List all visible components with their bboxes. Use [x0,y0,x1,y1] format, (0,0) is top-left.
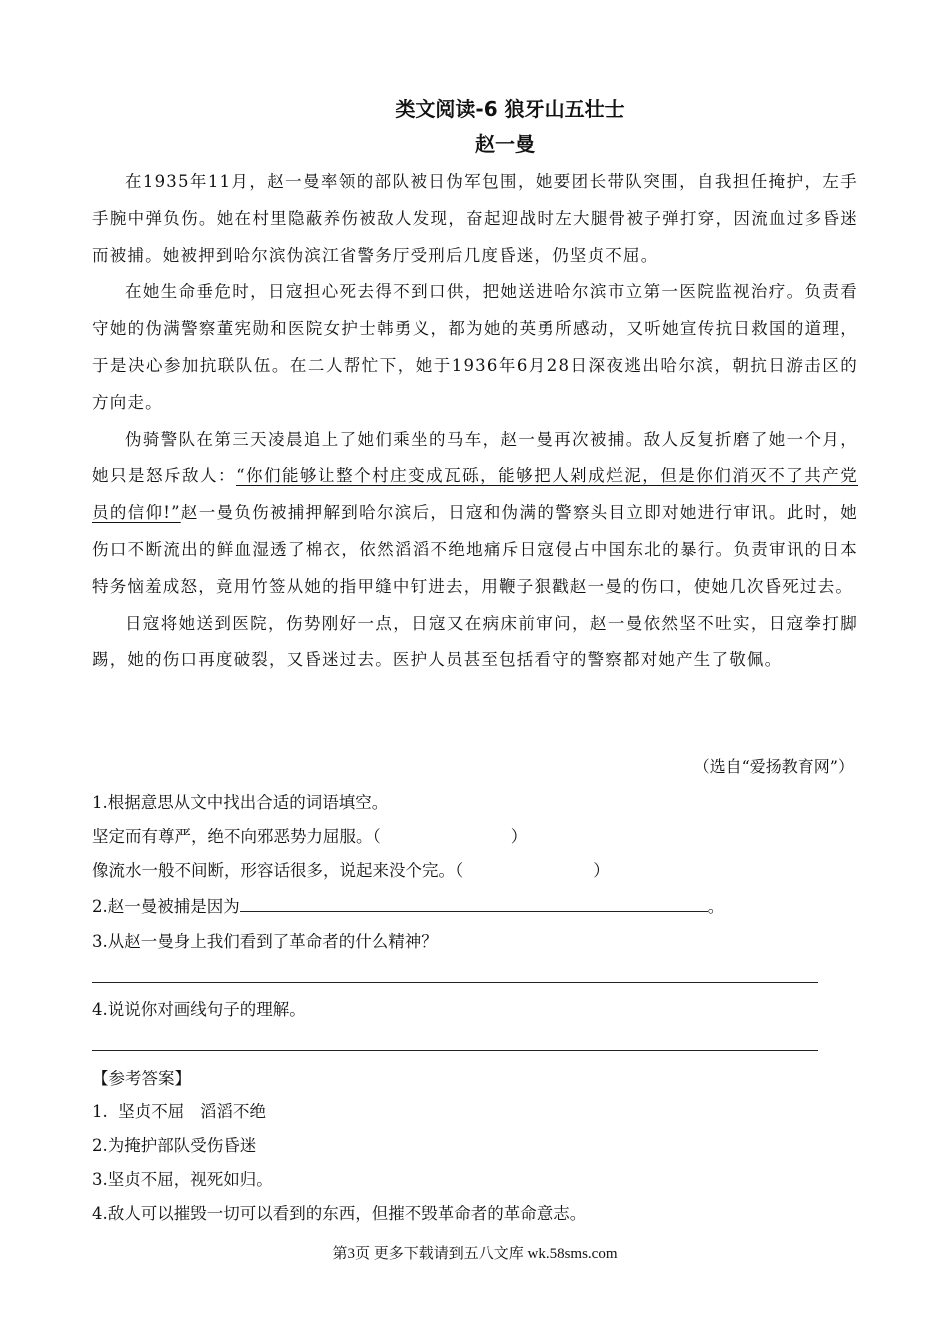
paragraph-1: 在1935年11月，赵一曼率领的部队被日伪军包围，她要团长带队突围，自我担任掩护，左手手腕中弹负伤。她在村里隐蔽养伤被敌人发现，奋起迎战时左大腿骨被子弹打穿，因流血过多昏迷而被捕。她被押到哈尔滨伪滨江省警务厅受刑后几度昏迷，仍坚贞不屈。 [92,172,858,265]
article-subtitle: 赵一曼 [475,132,535,156]
article-body [92,164,858,679]
underlined-sentence: “你们能够让整个村庄变成瓦砾，能够把人剁成烂泥，但是你们消灭不了共产党员的信仰!” [92,466,858,523]
question-4: 4.说说你对画线句子的理解。 [92,1000,306,1019]
paragraph-2: 在她生命垂危时，日寇担心死去得不到口供，把她送进哈尔滨市立第一医院监视治疗。负责看守她的伪满警察董宪勋和医院女护士韩勇义，都为她的英勇所感动，又听她宣传抗日救国的道理，于是决心参加抗联队伍。在二人帮忙下，她于1936年6月28日深夜逃出哈尔滨，朝抗日游击区的方向走。 [92,282,858,412]
answer-2: 2.为掩护部队受伤昏迷 [92,1136,257,1155]
page-footer: 第3页 更多下载请到五八文库 wk.58sms.com [332,1246,618,1262]
answer-heading: 【参考答案】 [92,1069,191,1088]
answer-4: 4.敌人可以摧毁一切可以看到的东西，但摧不毁革命者的革命意志。 [92,1204,587,1223]
source-note: （选自“爱扬教育网”） [693,757,854,776]
question-1: 1.根据意思从文中找出合适的词语填空。 [92,793,389,812]
question-3: 3.从赵一曼身上我们看到了革命者的什么精神？ [92,932,438,951]
question-2: 2.赵一曼被捕是因为 。 [92,893,892,920]
answer-line-3[interactable] [92,982,818,983]
answer-1: 1. 坚贞不屈 滔滔不绝 [92,1102,266,1121]
answer-line-4[interactable] [92,1050,818,1051]
question-1a: 坚定而有尊严，绝不向邪恶势力屈服。（ ） [92,827,528,846]
answer-3: 3.坚贞不屈，视死如归。 [92,1170,273,1189]
paragraph-4: 日寇将她送到医院，伤势刚好一点，日寇又在病床前审问，赵一曼依然坚不吐实，日寇拳打脚踢，她的伤口再度破裂，又昏迷过去。医护人员甚至包括看守的警察都对她产生了敬佩。 [92,613,858,670]
question-1b: 像流水一般不间断，形容话很多，说起来没个完。（ ） [92,861,610,880]
paragraph-3: 伪骑警队在第三天凌晨追上了她们乘坐的马车，赵一曼再次被捕。敌人反复折磨了她一个月，她只是怒斥敌人：“你们能够让整个村庄变成瓦砾，能够把人剁成烂泥，但是你们消灭不了共产党员的信仰!”赵一曼负伤被捕押解到哈尔滨后，日寇和伪满的警察头目立即对她进行审讯。此时，她伤口不断流出的鲜血湿透了棉衣，依然滔滔不绝地痛斥日寇侵占中国东北的暴行。负责审讯的日本特务恼羞成怒，竟用竹签从她的指甲缝中钉进去，用鞭子狠戳赵一曼的伤口，使她几次昏死过去。 [92,429,858,596]
blank-2[interactable] [240,893,708,912]
document-title: 类文阅读-6 狼牙山五壮士 [395,97,625,121]
